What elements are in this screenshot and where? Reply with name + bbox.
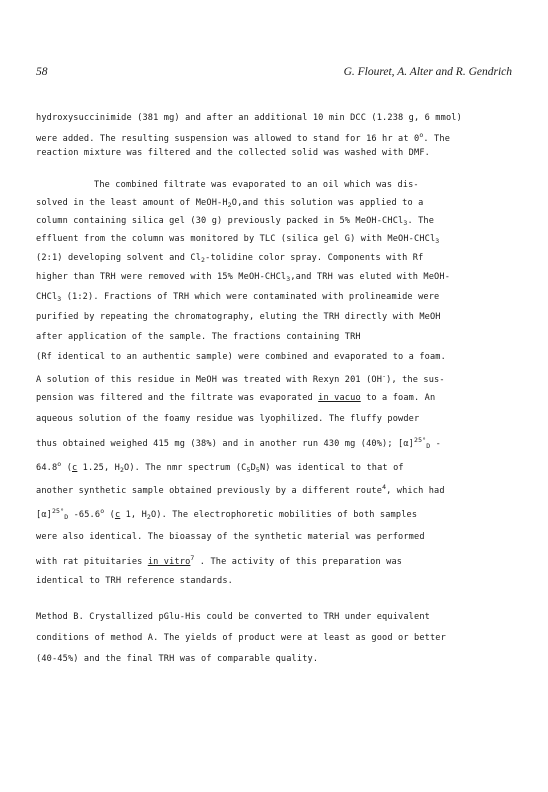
text-line: after application of the sample. The fractions containing TRH	[36, 332, 361, 342]
text-line: hydroxysuccinimide (381 mg) and after an additional 10 min DCC (1.238 g, 6 mmol)	[36, 113, 462, 123]
text-line: column containing silica gel (30 g) previously packed in 5% MeOH-CHCl$_3$. The	[36, 216, 435, 227]
paragraph-first-line: The combined filtrate was evaporated to an oil which was dis-	[94, 180, 419, 190]
text-line: CHCl$_3$ (1:2). Fractions of TRH which were contaminated with prolineamide were	[36, 292, 440, 303]
text-line: higher than TRH were removed with 15% MeOH-CHCl$_3$,and TRH was eluted with MeOH-	[36, 272, 451, 283]
text-line: reaction mixture was filtered and the collected solid was washed with DMF.	[36, 148, 430, 158]
text-line: pension was filtered and the filtrate was evaporated in vacuo to a foam. An	[36, 393, 436, 403]
text-line: another synthetic sample obtained previously by a different route$^4$, which had	[36, 483, 445, 496]
text-line: were added. The resulting suspension was allowed to stand for 16 hr at 0$^o$. The	[36, 131, 451, 144]
text-line: were also identical. The bioassay of the synthetic material was performed	[36, 532, 425, 542]
text-line: aqueous solution of the foamy residue was lyophilized. The fluffy powder	[36, 414, 420, 424]
text-line: (40-45%) and the final TRH was of comparable quality.	[36, 654, 319, 664]
running-head: G. Flouret, A. Alter and R. Gendrich	[343, 66, 512, 78]
text-line: (Rf identical to an authentic sample) were combined and evaporated to a foam.	[36, 352, 446, 362]
method-b-heading-line: Method B. Crystallized pGlu-His could be converted to TRH under equivalent	[36, 612, 430, 622]
text-line: solved in the least amount of MeOH-$H_2O,and$ this solution was applied to a	[36, 198, 424, 209]
page-number: 58	[36, 66, 48, 78]
text-line: effluent from the column was monitored by TLC (silica gel G) with MeOH-CHCl$_3$	[36, 234, 440, 245]
text-line: thus obtained weighed 415 mg (38%) and in another run 430 mg (40%); $[\alpha]^{25^\circ}_D$ -	[36, 436, 441, 450]
text-line: with rat pituitaries in vitro$^7$ . The activity of this preparation was	[36, 554, 403, 567]
text-line: $[\alpha]^{25^\circ}_D$ -65.6$^o$ (c 1, $H_2O$). The electrophoretic mobilities of both samples	[36, 507, 418, 521]
page-header	[36, 66, 512, 82]
text-line: 64.8$^o$ (c 1.25, $H_2O$). The nmr spectrum $(C_5D_5N)$ was identical to that of	[36, 460, 404, 474]
text-line: A solution of this residue in MeOH was treated with Rexyn 201 (OH-), the sus-	[36, 372, 445, 385]
text-line: identical to TRH reference standards.	[36, 576, 233, 586]
text-line: (2:1) developing solvent and $Cl_2$-tolidine color spray. Components with Rf	[36, 253, 424, 264]
text-line: purified by repeating the chromatography, eluting the TRH directly with MeOH	[36, 312, 441, 322]
text-line: conditions of method A. The yields of product were at least as good or better	[36, 633, 446, 643]
